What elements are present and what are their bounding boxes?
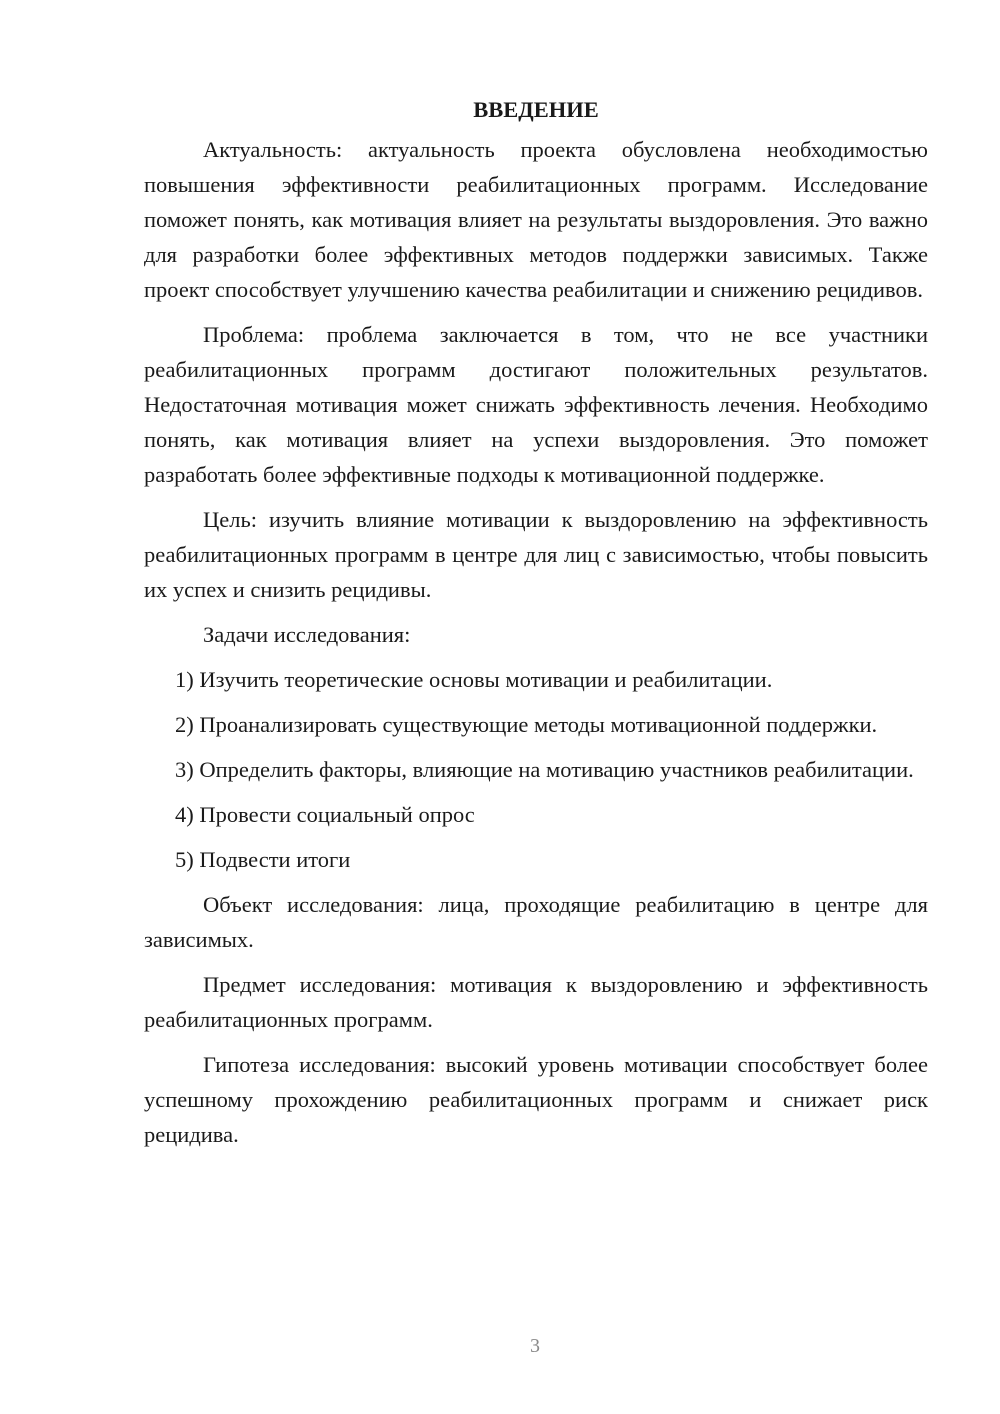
page-number: 3 — [530, 1335, 540, 1357]
task-item-4: 4) Провести социальный опрос — [175, 802, 475, 827]
relevance-paragraph: Актуальность: актуальность проекта обусловлена необходимостью повышения эффективности реабилитационных программ. Исследование поможет понять, как мотивация влияет на результаты выздоровления. Это важно для разработки более эффективных методов поддержки зависимых. Также проект способствует улучшению качества реабилитации и снижению рецидивов. — [144, 137, 928, 302]
goal-paragraph: Цель: изучить влияние мотивации к выздоровлению на эффективность реабилитационных программ в центре для лиц с зависимостью, чтобы повысить их успех и снизить рецидивы. — [144, 507, 928, 602]
task-item-1: 1) Изучить теоретические основы мотивации и реабилитации. — [175, 667, 773, 692]
task-item-5: 5) Подвести итоги — [175, 847, 351, 872]
object-paragraph: Объект исследования: лица, проходящие реабилитацию в центре для зависимых. — [144, 892, 928, 952]
subject-paragraph: Предмет исследования: мотивация к выздоровлению и эффективность реабилитационных программ. — [144, 972, 928, 1032]
problem-paragraph: Проблема: проблема заключается в том, что не все участники реабилитационных программ достигают положительных результатов. Недостаточная мотивация может снижать эффективность лечения. Необходимо понять, как мотивация влияет на успехи выздоровления. Это поможет разработать более эффективные подходы к мотивационной поддержке. — [144, 322, 928, 487]
hypothesis-paragraph: Гипотеза исследования: высокий уровень мотивации способствует более успешному прохождению реабилитационных программ и снижает риск рецидива. — [144, 1052, 928, 1147]
page-content — [144, 92, 928, 1162]
task-item-3: 3) Определить факторы, влияющие на мотивацию участников реабилитации. — [175, 757, 914, 782]
section-heading: ВВЕДЕНИЕ — [473, 97, 599, 122]
task-item-2: 2) Проанализировать существующие методы мотивационной поддержки. — [175, 712, 878, 737]
tasks-title: Задачи исследования: — [203, 622, 411, 647]
